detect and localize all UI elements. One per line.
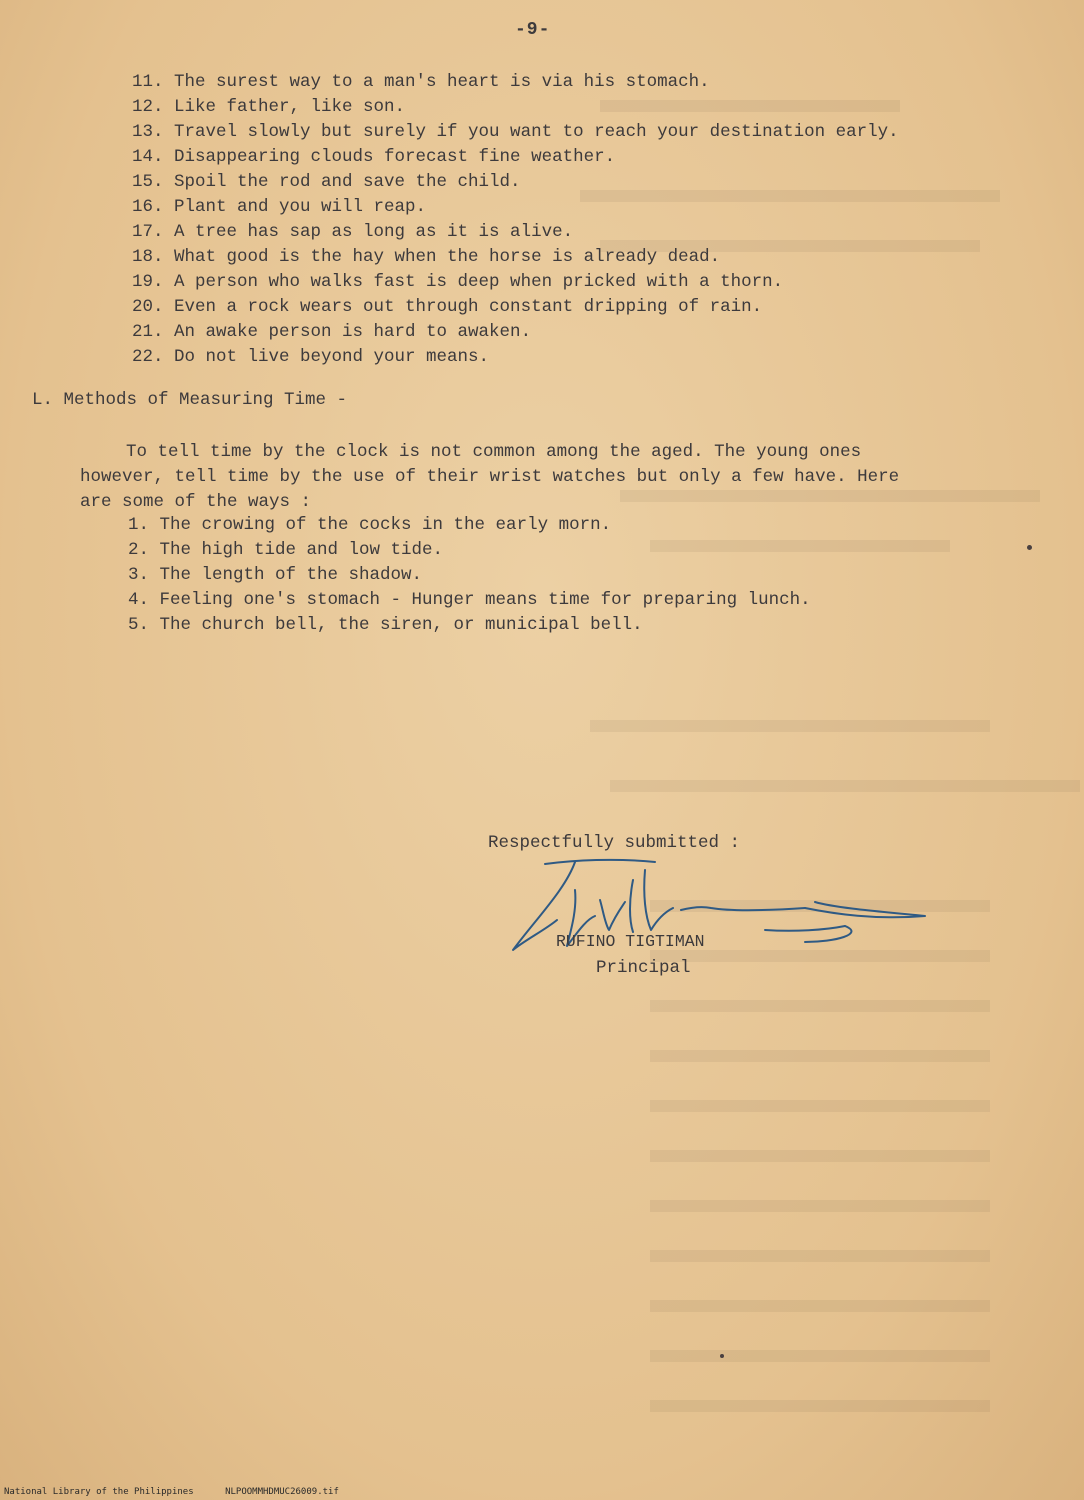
- closing-line: Respectfully submitted :: [488, 833, 741, 853]
- proverb-item: 20. Even a rock wears out through constant dripping of rain.: [132, 297, 763, 317]
- signer-title: Principal: [596, 958, 691, 978]
- section-heading: L. Methods of Measuring Time -: [32, 390, 348, 410]
- way-item: 1. The crowing of the cocks in the early morn.: [128, 515, 612, 535]
- way-item: 5. The church bell, the siren, or municipal bell.: [128, 615, 643, 635]
- proverb-item: 17. A tree has sap as long as it is alive.: [132, 222, 574, 242]
- ways-list: [128, 513, 811, 638]
- way-item: 2. The high tide and low tide.: [128, 540, 444, 560]
- scan-footer: [4, 1487, 365, 1497]
- footer-file: NLPOOMMHDMUC26009.tif: [225, 1487, 339, 1497]
- proverb-item: 18. What good is the hay when the horse is already dead.: [132, 247, 721, 267]
- paragraph-line: are some of the ways :: [80, 492, 312, 512]
- proverb-item: 19. A person who walks fast is deep when pricked with a thorn.: [132, 272, 784, 292]
- footer-library: National Library of the Philippines: [4, 1487, 194, 1497]
- page-number: -9-: [515, 20, 551, 40]
- proverb-item: 11. The surest way to a man's heart is via his stomach.: [132, 72, 710, 92]
- ink-speck: [1027, 545, 1032, 550]
- proverb-item: 15. Spoil the rod and save the child.: [132, 172, 521, 192]
- way-item: 3. The length of the shadow.: [128, 565, 423, 585]
- proverb-item: 14. Disappearing clouds forecast fine weather.: [132, 147, 616, 167]
- proverb-item: 22. Do not live beyond your means.: [132, 347, 490, 367]
- proverb-item: 12. Like father, like son.: [132, 97, 406, 117]
- proverb-item: 16. Plant and you will reap.: [132, 197, 427, 217]
- signer-name: RUFINO TIGTIMAN: [556, 932, 705, 951]
- way-item: 4. Feeling one's stomach - Hunger means time for preparing lunch.: [128, 590, 811, 610]
- paragraph-line: To tell time by the clock is not common among the aged. The young ones: [126, 442, 862, 462]
- proverb-item: 21. An awake person is hard to awaken.: [132, 322, 532, 342]
- proverb-item: 13. Travel slowly but surely if you want to reach your destination early.: [132, 122, 899, 142]
- section-paragraph: [80, 440, 1040, 515]
- paragraph-line: however, tell time by the use of their wrist watches but only a few have. Here: [80, 467, 900, 487]
- ink-speck: [720, 1354, 724, 1358]
- proverb-list: [132, 70, 899, 370]
